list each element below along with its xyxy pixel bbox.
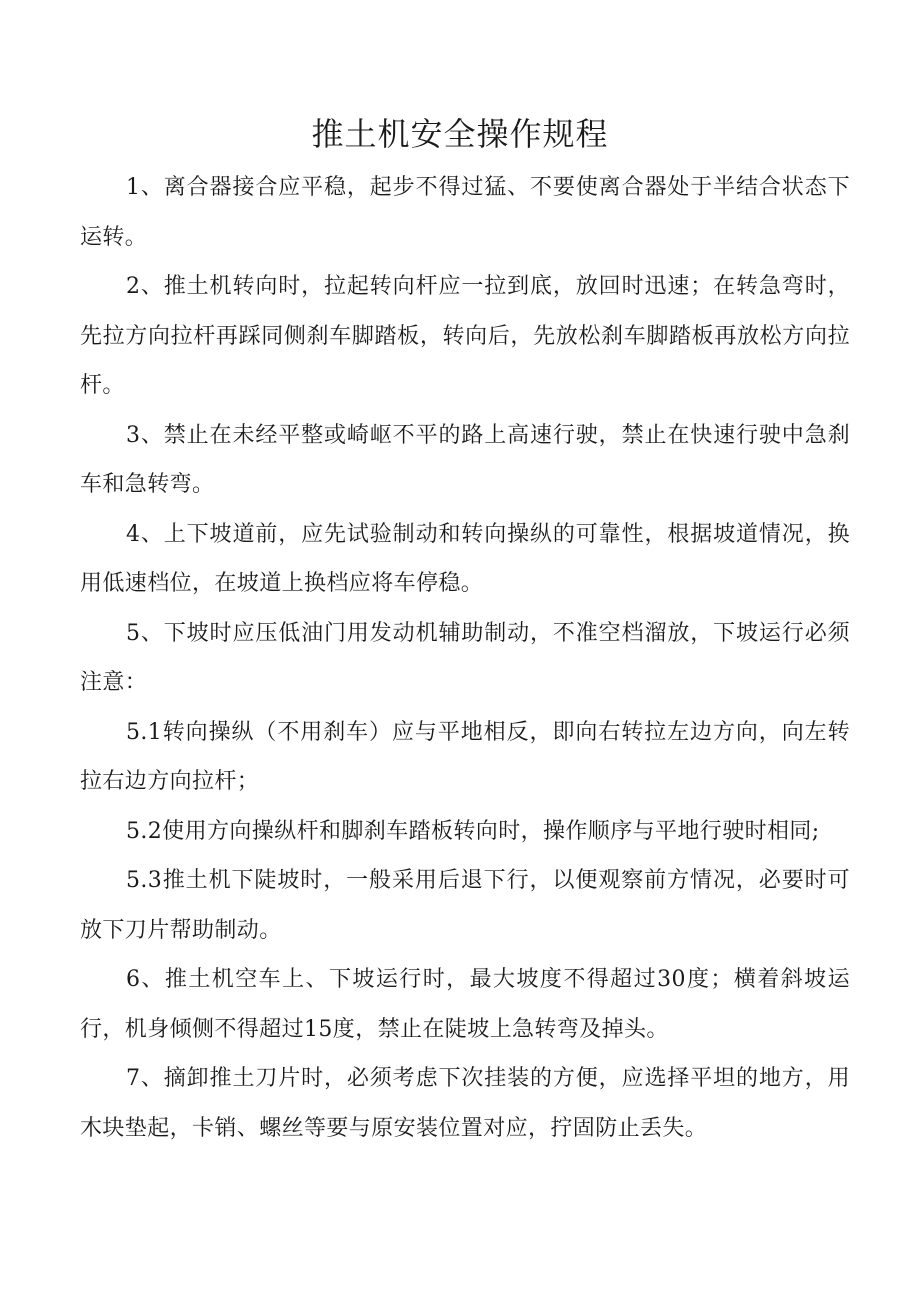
clause-5: 5、下坡时应压低油门用发动机辅助制动，不准空档溜放，下坡运行必须注意： [80,620,850,695]
clause-2: 2、推土机转向时，拉起转向杆应一拉到底，放回时迅速；在转急弯时，先拉方向拉杆再踩同侧刹车脚踏板，转向后，先放松刹车脚踏板再放松方向拉杆。 [80,274,850,398]
clause-5-3: 5.3推土机下陡坡时，一般采用后退下行，以便观察前方情况，必要时可放下刀片帮助制动。 [80,868,850,943]
clause-4: 4、上下坡道前，应先试验制动和转向操纵的可靠性，根据坡道情况，换用低速档位，在坡道上换档应将车停稳。 [80,521,850,596]
page-title: 推土机安全操作规程 [311,115,609,153]
clause-1: 1、离合器接合应平稳，起步不得过猛、不要使离合器处于半结合状态下运转。 [80,175,850,250]
clause-7: 7、摘卸推土刀片时，必须考虑下次挂装的方便，应选择平坦的地方，用木块垫起，卡销、螺丝等要与原安装位置对应，拧固防止丢失。 [80,1066,850,1141]
clause-6: 6、推土机空车上、下坡运行时，最大坡度不得超过30度；横着斜坡运行，机身倾侧不得超过15度，禁止在陡坡上急转弯及掉头。 [80,967,850,1042]
clause-5-2: 5.2使用方向操纵杆和脚刹车踏板转向时，操作顺序与平地行驶时相同; [126,818,820,844]
clause-list [80,163,850,1153]
clause-5-1: 5.1转向操纵（不用刹车）应与平地相反，即向右转拉左边方向，向左转拉右边方向拉杆； [80,719,850,794]
clause-3: 3、禁止在未经平整或崎岖不平的路上高速行驶，禁止在快速行驶中急刹车和急转弯。 [80,422,850,497]
